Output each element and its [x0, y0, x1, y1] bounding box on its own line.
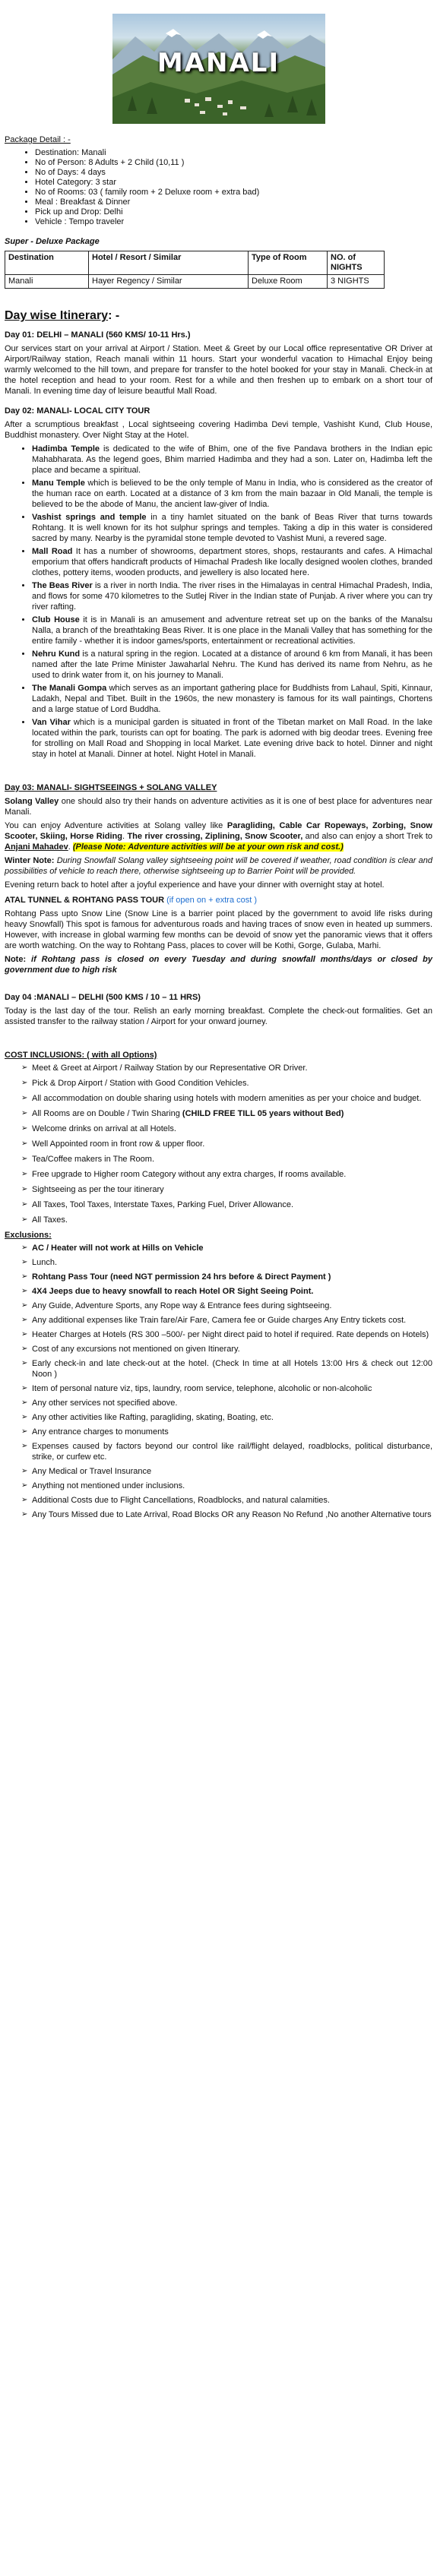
arrow-bullet-icon: ➢	[21, 1359, 28, 1367]
list-item	[21, 1329, 432, 1340]
arrow-bullet-icon: ➢	[21, 1481, 28, 1490]
list-item-text: Any entrance charges to monuments	[32, 1427, 169, 1437]
list-item	[21, 1215, 432, 1225]
list-item	[21, 1243, 432, 1253]
sight-text: which serves as an important gathering place for Buddhists from Lahaul, Spiti, Kinnaur, Ladakh, Nepal and Tibet. Built in the 1960s, the new monastery is famous for its wall paintings, Chortens and a large statue of Lord Buddha.	[32, 684, 432, 714]
list-item-text: Heater Charges at Hotels (RS 300 –500/- per Night direct paid to hotel if required. Rate depends on Hotels)	[32, 1330, 429, 1339]
arrow-bullet-icon: ➢	[21, 1185, 28, 1193]
sight-text: which is believed to be the only temple of Manu in India, who is considered as the creator of the human race on earth. Located at a distance of 3 km from the main bazaar in Old Manali, the temple is believed to be the abode of Manu, the ancient law-giver of India.	[32, 479, 432, 509]
list-item-text: All Rooms are on Double / Twin Sharing	[32, 1109, 182, 1118]
arrow-bullet-icon: ➢	[21, 1215, 28, 1224]
arrow-bullet-icon: ➢	[21, 1510, 28, 1519]
rohtang-text: Rohtang Pass upto Snow Line (Snow Line is a barrier point placed by the government to avoid life risks during heavy Snowfall) This spot is famous for adventurous roads and having traces of snow even in heated up summers. However, with increase in global warming few months can be devoid of snow yet the panoramic views that it offers are worth watching. On the way to Rohtang Pass, places to cover will be Kothi, Gorge, Gulaba, Marhi.	[5, 909, 432, 950]
list-item-text: Any Medical or Travel Insurance	[32, 1467, 152, 1476]
list-item	[21, 1124, 432, 1134]
list-item-text: Sightseeing as per the tour itinerary	[32, 1185, 164, 1194]
package-facts	[5, 148, 432, 227]
day2-text: After a scrumptious breakfast , Local sightseeing covering Hadimba Devi temple, Vashisht Kund, Club House, Buddhist monastery. Over Night Stay at the Hotel.	[5, 420, 432, 440]
arrow-bullet-icon: ➢	[21, 1427, 28, 1436]
list-item-text: Lunch.	[32, 1258, 58, 1267]
arrow-bullet-icon: ➢	[21, 1272, 28, 1281]
list-item: • No of Person: 8 Adults + 2 Child (10,11 )	[35, 158, 432, 168]
list-item	[21, 1078, 432, 1089]
sight-name: Nehru Kund	[32, 650, 81, 659]
atal-title: ATAL TUNNEL & ROHTANG PASS TOUR	[5, 896, 165, 905]
list-item	[21, 1169, 432, 1180]
list-item-text: All accommodation on double sharing using hotels with modern amenities as per your choice and budget.	[32, 1094, 422, 1103]
list-item	[21, 1383, 432, 1394]
list-item	[32, 478, 432, 510]
atal-extra-cost: (if open on + extra cost )	[164, 896, 258, 905]
adventure-risk-note: (Please Note: Adventure activities will be at your own risk and cost.)	[72, 842, 344, 852]
list-item	[21, 1286, 432, 1297]
sight-name: The Beas River	[32, 581, 93, 590]
list-item	[21, 1154, 432, 1165]
list-item	[21, 1481, 432, 1491]
arrow-bullet-icon: ➢	[21, 1413, 28, 1421]
arrow-bullet-icon: ➢	[21, 1258, 28, 1266]
list-item-text: Meet & Greet at Airport / Railway Station by our Representative OR Driver.	[32, 1064, 308, 1073]
hotel-table	[5, 251, 385, 289]
day2-sights-list	[5, 444, 432, 760]
activities-list: Paragliding, Cable Car Ropeways, Zorbing, Snow Scooter, Skiing, Horse Riding	[5, 821, 432, 841]
day1-text: Our services start on your arrival at Airport / Station. Meet & Greet by our Local office representative OR Driver at Airport/Railway station, Reach manali within 11 hours. Start your wonderful vacation to Himachal Enjoy being warmly welcomed to the hill town, and prepare for transfer to the hotel booked for your stay in Manali. Check-in at the hotel reception and head to your room. Rest for a while and then freshen up to embark on a short tour of Manali. In evening time day of leisure beautful Mall Road.	[5, 344, 432, 396]
list-item-text: Any additional expenses like Train fare/Air Fare, Camera fee or Guide charges Any Entry tickets cost.	[32, 1316, 407, 1325]
document-page	[0, 14, 437, 1520]
list-item-text: Item of personal nature viz, tips, laundry, room service, telephone, alcoholic or non-alcoholic	[32, 1384, 372, 1393]
day4-title: Day 04 :MANALI – DELHI (500 KMS / 10 – 11 HRS)	[5, 993, 201, 1002]
list-item	[32, 683, 432, 715]
inclusions-list	[5, 1063, 432, 1225]
list-item	[21, 1199, 432, 1210]
list-item-text: All Taxes.	[32, 1215, 68, 1225]
column-header: Destination	[5, 251, 89, 275]
arrow-bullet-icon: ➢	[21, 1467, 28, 1475]
list-item	[21, 1344, 432, 1354]
itinerary-heading-suffix: : -	[108, 309, 120, 322]
column-header: NO. of NIGHTS	[328, 251, 385, 275]
list-item-text: 4X4 Jeeps due to heavy snowfall to reach Hotel OR Sight Seeing Point.	[32, 1287, 314, 1296]
column-header: Type of Room	[249, 251, 328, 275]
activities-trek: and also can enjoy a short Trek to	[302, 832, 432, 841]
list-item	[21, 1358, 432, 1380]
arrow-bullet-icon: ➢	[21, 1330, 28, 1339]
arrow-bullet-icon: ➢	[21, 1064, 28, 1072]
day3-title: Day 03: MANALI- SIGHTSEEINGS + SOLANG VALLEY	[5, 783, 217, 792]
inclusions-heading: COST INCLUSIONS: ( with all Options)	[5, 1051, 157, 1060]
sight-name: Manu Temple	[32, 479, 85, 488]
day3-solang-text	[5, 796, 432, 817]
list-item-text: AC / Heater will not work at Hills on Vehicle	[32, 1244, 204, 1253]
sight-text: which is a municipal garden is situated in front of the Tibetan market on Mall Road. In the lake located within the park, tourists can opt for boating. The park is adorned with big deodar trees. Evening free for strolling on Mall Road and Shopping in local Market. Late evening drive back to hotel. Dinner and night stay in hotel at Manali. Dinner at hotel. Night Hotel in Manali.	[32, 718, 432, 759]
table-cell: Deluxe Room	[249, 275, 328, 289]
sight-name: Hadimba Temple	[32, 444, 100, 454]
exclusions-list	[5, 1243, 432, 1520]
package-heading: Package Detail : -	[5, 135, 71, 144]
list-item	[32, 512, 432, 544]
arrow-bullet-icon: ➢	[21, 1079, 28, 1087]
arrow-bullet-icon: ➢	[21, 1170, 28, 1178]
list-item: • No of Days: 4 days	[35, 168, 432, 178]
list-item	[21, 1093, 432, 1104]
arrow-bullet-icon: ➢	[21, 1244, 28, 1252]
list-item-text: Any other services not specified above.	[32, 1399, 178, 1408]
arrow-bullet-icon: ➢	[21, 1316, 28, 1324]
arrow-bullet-icon: ➢	[21, 1496, 28, 1504]
sight-text: it is in Manali is an amusement and adventure retreat set up on the banks of the Manalsu Nalla, a branch of the breathtaking Beas River. It is one place in the Manali Valley that has something for the entire family - whether it is indoor games/sports, entertainment or recreational activities.	[32, 615, 432, 646]
list-item	[21, 1427, 432, 1437]
list-item	[21, 1466, 432, 1477]
list-item: • Destination: Manali	[35, 148, 432, 158]
arrow-bullet-icon: ➢	[21, 1399, 28, 1407]
list-item-text: Pick & Drop Airport / Station with Good Condition Vehicles.	[32, 1079, 249, 1088]
list-item	[21, 1398, 432, 1408]
table-cell: Manali	[5, 275, 89, 289]
solang-valley-text: one should also try their hands on adventure activities as it is one of best place for adventures near Manali.	[5, 797, 432, 817]
list-item	[32, 615, 432, 646]
list-item: • Vehicle : Tempo traveler	[35, 217, 432, 227]
winter-note	[5, 855, 432, 877]
sight-name: The Manali Gompa	[32, 684, 107, 693]
day2-title: Day 02: MANALI- LOCAL CITY TOUR	[5, 406, 150, 416]
list-item-text: Well Appointed room in front row & upper floor.	[32, 1139, 205, 1149]
list-item-bold-text: (CHILD FREE TILL 05 years without Bed)	[182, 1109, 344, 1118]
list-item	[32, 649, 432, 681]
rohtang-note	[5, 954, 432, 975]
sight-text: is a natural spring in the region. Located at a distance of around 6 km from Manali, it has been named after the late Prime Minister Jawaharlal Nehru. The Kund has derived its name from Nehru, as he used to drink water from it, on his journey to Manali.	[32, 650, 432, 680]
winter-note-text: During Snowfall Solang valley sightseeing point will be covered if weather, road condition is clear and possibilities of vehicle to reach there, otherwise sightseeing up to Barrier Point will be provided.	[5, 856, 432, 876]
list-item	[32, 444, 432, 476]
day1-title: Day 01: DELHI – MANALI (560 KMS/ 10-11 Hrs.)	[5, 330, 191, 340]
sight-text: It has a number of showrooms, department stores, shops, restaurants and cafes. A Himachal emporium that offers handicraft products of Himachal Pradesh like locally designed woolen clothes, branded clothes, pottery items, wooden products, and jewellery is also located here.	[32, 547, 432, 577]
list-item-text: Additional Costs due to Flight Cancellations, Roadblocks, and natural calamities.	[32, 1496, 330, 1505]
list-item-text: Any Tours Missed due to Late Arrival, Road Blocks OR any Reason No Refund ,No another Alternative tours	[32, 1510, 432, 1519]
sight-name: Club House	[32, 615, 80, 624]
list-item: • Meal : Breakfast & Dinner	[35, 198, 432, 207]
list-item	[21, 1272, 432, 1282]
rohtang-note-text: if Rohtang pass is closed on every Tuesday and during snowfall months/days or closed by government due to high risk	[5, 955, 432, 975]
list-item: • Pick up and Drop: Delhi	[35, 207, 432, 217]
list-item-text: Tea/Coffee makers in The Room.	[32, 1155, 155, 1164]
hero-banner	[112, 14, 325, 124]
list-item: • Hotel Category: 3 star	[35, 178, 432, 188]
itinerary-heading-text: Day wise Itinerary	[5, 309, 109, 322]
list-item-text: Free upgrade to Higher room Category without any extra charges, If rooms available.	[32, 1170, 347, 1179]
sight-name: Van Vihar	[32, 718, 71, 727]
rohtang-note-label: Note:	[5, 955, 27, 964]
solang-valley-label: Solang Valley	[5, 797, 59, 806]
list-item	[32, 717, 432, 760]
list-item-text: Early check-in and late check-out at the hotel. (Check In time at all Hotels 13:00 Hrs & check out 12:00 Noon )	[32, 1359, 432, 1379]
activities-intro: You can enjoy Adventure activities at Solang valley like	[5, 821, 227, 830]
table-header-row	[5, 251, 385, 275]
list-item	[32, 546, 432, 578]
arrow-bullet-icon: ➢	[21, 1345, 28, 1353]
list-item	[21, 1412, 432, 1423]
table-cell: Hayer Regency / Similar	[89, 275, 249, 289]
table-cell: 3 NIGHTS	[328, 275, 385, 289]
atal-tunnel-title	[5, 895, 432, 906]
list-item-text: All Taxes, Tool Taxes, Interstate Taxes, Parking Fuel, Driver Allowance.	[32, 1200, 294, 1209]
arrow-bullet-icon: ➢	[21, 1155, 28, 1163]
list-item	[21, 1495, 432, 1506]
arrow-bullet-icon: ➢	[21, 1124, 28, 1133]
list-item-text: Expenses caused by factors beyond our control like rail/flight delayed, roadblocks, political disturbance, strike, or curfew etc.	[32, 1442, 432, 1462]
table-row	[5, 275, 385, 289]
list-item	[21, 1509, 432, 1520]
sight-name: Vashist springs and temple	[32, 513, 147, 522]
list-item-text: Anything not mentioned under inclusions.	[32, 1481, 185, 1490]
list-item-text: Any other activities like Rafting, paragliding, skating, Boating, etc.	[32, 1413, 274, 1422]
arrow-bullet-icon: ➢	[21, 1384, 28, 1392]
arrow-bullet-icon: ➢	[21, 1301, 28, 1310]
arrow-bullet-icon: ➢	[21, 1200, 28, 1209]
sight-text: in a tiny hamlet situated on the bank of Beas River that turns towards Rohtang. It is well known for its hot sulphur springs and temples. Taking a dip in this water is considered sacred by many. Nearby is the pyramidal stone temple devoted to Vashist Muni, a revered sage.	[32, 513, 432, 543]
column-header: Hotel / Resort / Similar	[89, 251, 249, 275]
hero-title: MANALI	[157, 48, 280, 78]
list-item-text: Cost of any excursions not mentioned on given Itinerary.	[32, 1345, 240, 1354]
list-item	[21, 1257, 432, 1268]
activities-list-2: The river crossing, Ziplining, Snow Scooter,	[127, 832, 303, 841]
list-item	[21, 1441, 432, 1462]
list-item-text: Welcome drinks on arrival at all Hotels.	[32, 1124, 176, 1133]
activities-end: .	[68, 842, 71, 852]
arrow-bullet-icon: ➢	[21, 1442, 28, 1450]
arrow-bullet-icon: ➢	[21, 1109, 28, 1117]
list-item	[21, 1063, 432, 1073]
anjani-mahadev: Anjani Mahadev	[5, 842, 68, 852]
list-item	[21, 1139, 432, 1149]
list-item-text: Rohtang Pass Tour (need NGT permission 24 hrs before & Direct Payment )	[32, 1272, 331, 1282]
sight-text: is a river in north India. The river rises in the Himalayas in central Himachal Pradesh, India, and flows for some 470 kilometres to the Sutlej River in the Indian state of Punjab. A river where you can try river rafting.	[32, 581, 432, 612]
winter-note-label: Winter Note:	[5, 856, 55, 865]
arrow-bullet-icon: ➢	[21, 1287, 28, 1295]
arrow-bullet-icon: ➢	[21, 1139, 28, 1148]
hotel-table-title: Super - Deluxe Package	[5, 237, 100, 246]
arrow-bullet-icon: ➢	[21, 1094, 28, 1102]
sight-name: Mall Road	[32, 547, 73, 556]
list-item	[21, 1301, 432, 1311]
activities-sep: .	[122, 832, 128, 841]
day3-activities-text	[5, 820, 432, 852]
itinerary-heading	[5, 308, 432, 324]
list-item	[21, 1108, 432, 1119]
sight-text: is dedicated to the wife of Bhim, one of the five Pandava brothers in the Indian epic Mahabharata. As the legend goes, Bhim married Hadimba and they had a son. Later on, Hadimba left the place and became a spiritual.	[32, 444, 432, 475]
list-item: • No of Rooms: 03 ( family room + 2 Deluxe room + extra bad)	[35, 188, 432, 198]
day4-text: Today is the last day of the tour. Relish an early morning breakfast. Complete the check-out formalities. Get an assisted transfer to the railway station / Airport for your onward journey.	[5, 1007, 432, 1026]
list-item	[32, 580, 432, 612]
exclusions-heading: Exclusions:	[5, 1231, 52, 1240]
list-item	[21, 1184, 432, 1195]
evening-text: Evening return back to hotel after a joyful experience and have your dinner with overnight stay at hotel.	[5, 880, 385, 890]
list-item-text: Any Guide, Adventure Sports, any Rope way & Entrance fees during sightseeing.	[32, 1301, 332, 1310]
list-item	[21, 1315, 432, 1326]
